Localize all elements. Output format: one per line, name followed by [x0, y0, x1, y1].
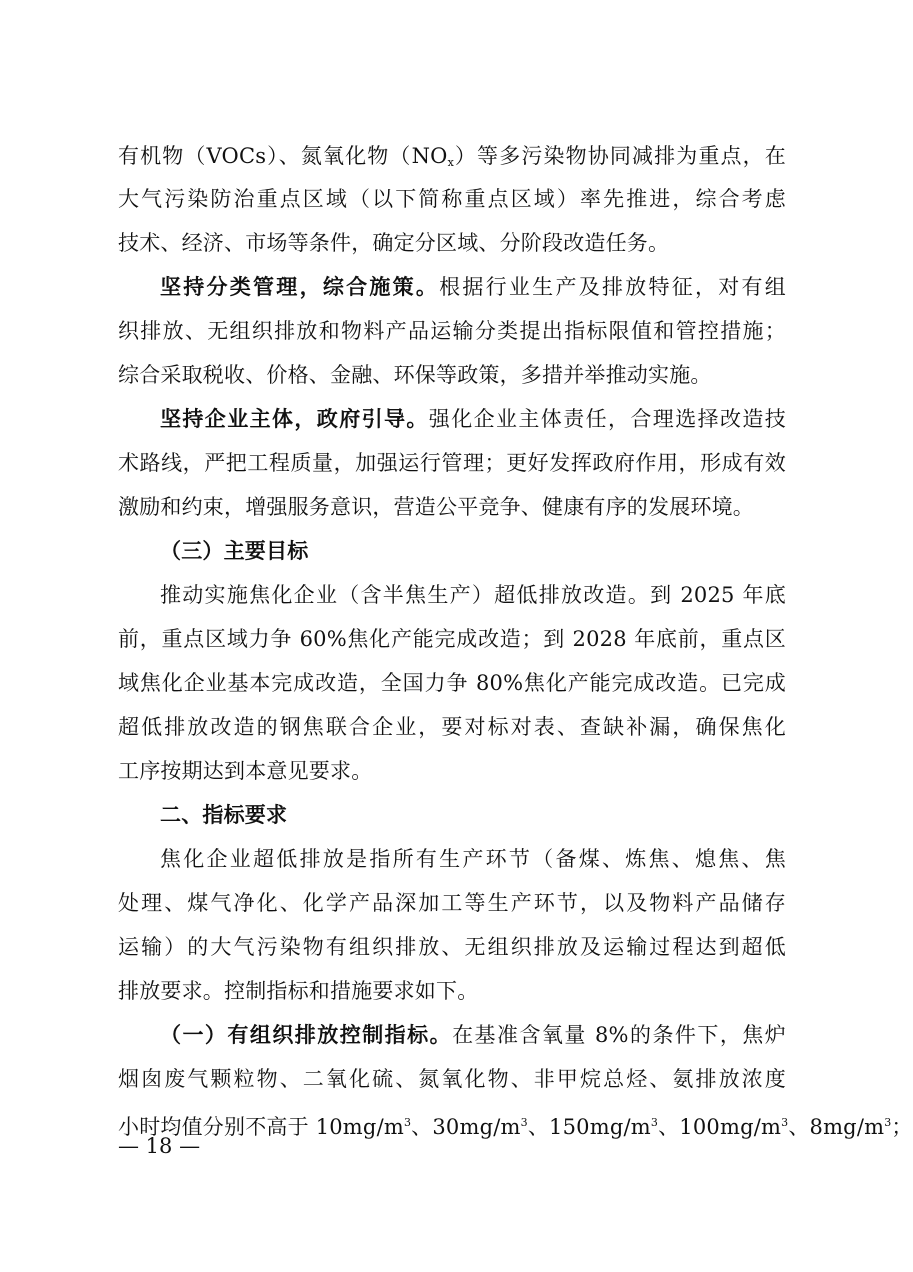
paragraph-line: 工序按期达到本意见要求。 — [118, 759, 373, 783]
paragraph-line: 综合采取税收、价格、金融、环保等政策，多措并举推动实施。 — [118, 363, 712, 387]
paragraph-line: 大气污染防治重点区域（以下简称重点区域）率先推进，综合考虑 — [118, 187, 786, 211]
page-number: — 18 — — [118, 1134, 201, 1158]
paragraph-line: 有机物（VOCs）、氮氧化物$(NO_x)$等多污染物协同减排为重点，在 — [118, 144, 787, 169]
subscript: x — [447, 156, 454, 169]
paragraph-line: 处理、煤气净化、化学产品深加工等生产环节，以及物料产品储存 — [118, 891, 786, 915]
paragraph-line: 技术、经济、市场等条件，确定分区域、分阶段改造任务。 — [118, 231, 670, 255]
paragraph-line: 织排放、无组织排放和物料产品运输分类提出指标限值和管控措施； — [118, 319, 786, 343]
paragraph-line: 术路线，严把工程质量，加强运行管理；更好发挥政府作用，形成有效 — [118, 451, 786, 475]
section-heading: 二、指标要求 — [160, 802, 288, 827]
paragraph-line: 域焦化企业基本完成改造，全国力争 80%焦化产能完成改造。已完成 — [118, 671, 786, 695]
bold-lead: 坚持企业主体，政府引导。 — [160, 406, 429, 431]
paragraph-line: 前，重点区域力争 60%焦化产能完成改造；到 2028 年底前，重点区 — [118, 627, 786, 651]
paragraph-line: 焦化企业超低排放是指所有生产环节（备煤、炼焦、熄焦、焦 — [160, 847, 786, 871]
bold-lead: （一）有组织排放控制指标。 — [160, 1022, 453, 1047]
paragraph-line: 激励和约束，增强服务意识，营造公平竞争、健康有序的发展环境。 — [118, 495, 754, 519]
paragraph-line: 运输）的大气污染物有组织排放、无组织排放及运输过程达到超低 — [118, 935, 786, 959]
bold-lead: 坚持分类管理，综合施策。 — [160, 274, 440, 299]
paragraph-line: （一）有组织排放控制指标。在基准含氧量 8%的条件下，焦炉 — [160, 1022, 786, 1047]
paragraph-line: 坚持分类管理，综合施策。根据行业生产及排放特征，对有组 — [160, 274, 786, 299]
paragraph-line: 小时均值分别不高于 $10mg/m^3$、$30mg/m^3$、$150mg/m^3$、$100mg/m^3$、$8mg/m^3$； — [118, 1115, 913, 1139]
paragraph-line: 排放要求。控制指标和措施要求如下。 — [118, 979, 479, 1003]
paragraph-line: 烟囱废气颗粒物、二氧化硫、氮氧化物、非甲烷总烃、氨排放浓度 — [118, 1067, 786, 1091]
section-heading: （三）主要目标 — [160, 538, 309, 563]
paragraph-line: 超低排放改造的钢焦联合企业，要对标对表、查缺补漏，确保焦化 — [118, 715, 786, 739]
paragraph-line: 推动实施焦化企业（含半焦生产）超低排放改造。到 2025 年底 — [160, 583, 786, 607]
paragraph-line: 坚持企业主体，政府引导。强化企业主体责任，合理选择改造技 — [160, 406, 786, 431]
